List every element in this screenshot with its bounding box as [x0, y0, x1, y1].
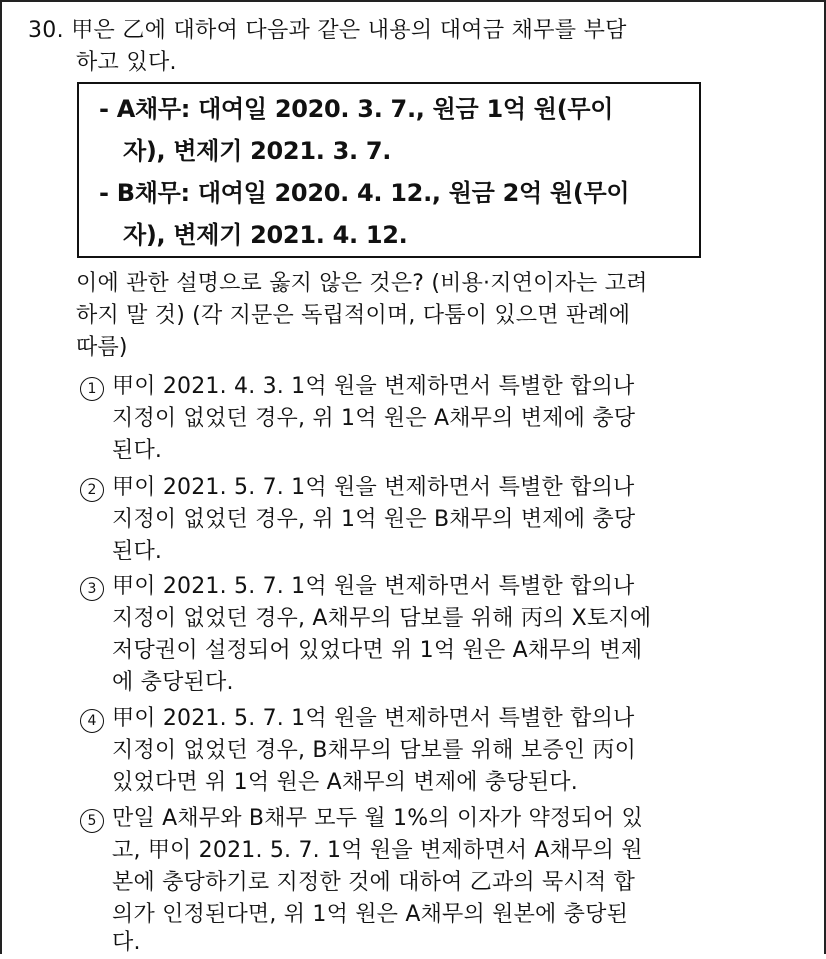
option-1-line-2: 지정이 없었던 경우, 위 1억 원은 A채무의 변제에 충당 — [112, 406, 636, 431]
option-4-line-1: 甲이 2021. 5. 7. 1억 원을 변제하면서 특별한 합의나 — [112, 706, 635, 731]
option-5-line-2: 고, 甲이 2021. 5. 7. 1억 원을 변제하면서 A채무의 원 — [112, 838, 643, 863]
box-line-1: - A채무: 대여일 2020. 3. 7., 원금 1억 원(무이 — [99, 95, 614, 123]
prompt-line-3: 따름) — [76, 335, 128, 360]
question-stem-line-2: 하고 있다. — [76, 50, 177, 75]
option-1-line-3: 된다. — [112, 438, 163, 463]
option-3-line-1: 甲이 2021. 5. 7. 1억 원을 변제하면서 특별한 합의나 — [112, 574, 635, 599]
option-3-line-4: 에 충당된다. — [112, 670, 234, 695]
option-3-marker: 3 — [80, 577, 104, 601]
question-stem-line-1 — [28, 15, 627, 47]
prompt-line-2: 하지 말 것) (각 지문은 독립적이며, 다툼이 있으면 판례에 — [76, 303, 631, 328]
box-line-2: 자), 변제기 2021. 3. 7. — [123, 137, 392, 165]
option-1-marker: 1 — [80, 377, 104, 401]
box-line-3: - B채무: 대여일 2020. 4. 12., 원금 2억 원(무이 — [99, 179, 630, 207]
option-5-line-3: 본에 충당하기로 지정한 것에 대하여 乙과의 묵시적 합 — [112, 870, 636, 895]
option-2-line-1: 甲이 2021. 5. 7. 1억 원을 변제하면서 특별한 합의나 — [112, 475, 635, 500]
option-3-line-2: 지정이 없었던 경우, A채무의 담보를 위해 丙의 X토지에 — [112, 606, 652, 631]
option-2-marker: 2 — [80, 478, 104, 502]
question-stem-text-1: 甲은 乙에 대하여 다음과 같은 내용의 대여금 채무를 부담 — [71, 18, 627, 43]
option-4-line-3: 있었다면 위 1억 원은 A채무의 변제에 충당된다. — [112, 770, 578, 795]
option-5-line-4: 의가 인정된다면, 위 1억 원은 A채무의 원본에 충당된 — [112, 902, 629, 927]
option-2-line-2: 지정이 없었던 경우, 위 1억 원은 B채무의 변제에 충당 — [112, 507, 636, 532]
option-5-line-1: 만일 A채무와 B채무 모두 월 1%의 이자가 약정되어 있 — [112, 806, 643, 831]
option-4-line-2: 지정이 없었던 경우, B채무의 담보를 위해 보증인 丙이 — [112, 738, 637, 763]
prompt-line-1: 이에 관한 설명으로 옳지 않은 것은? (비용·지연이자는 고려 — [76, 271, 648, 296]
option-2-line-3: 된다. — [112, 539, 163, 564]
question-number: 30. — [28, 18, 64, 43]
option-1-line-1: 甲이 2021. 4. 3. 1억 원을 변제하면서 특별한 합의나 — [112, 374, 635, 399]
box-line-4: 자), 변제기 2021. 4. 12. — [123, 221, 408, 249]
option-4-marker: 4 — [80, 709, 104, 733]
option-5-marker: 5 — [80, 809, 104, 833]
debt-info-box — [77, 82, 701, 258]
option-3-line-3: 저당권이 설정되어 있었다면 위 1억 원은 A채무의 변제 — [112, 638, 643, 663]
option-5-line-5: 다. — [112, 930, 141, 955]
